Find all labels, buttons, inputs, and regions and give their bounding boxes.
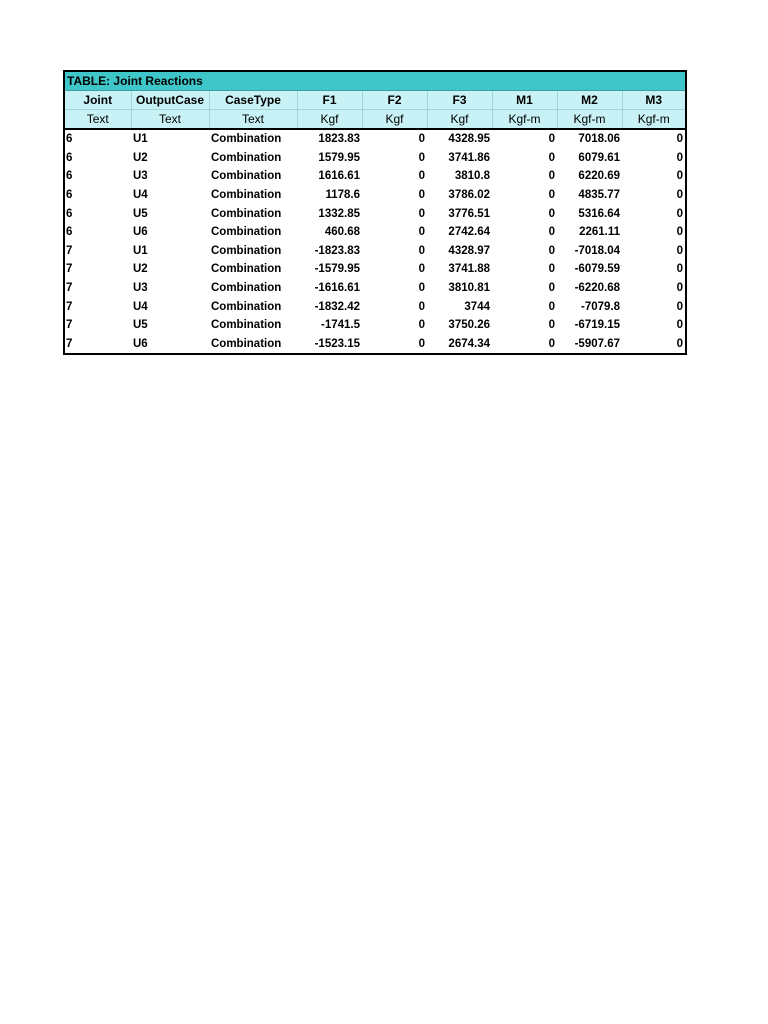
cell-m3: 0 (676, 282, 683, 295)
cell-outputcase: U2 (133, 263, 148, 276)
cell-m2: -6719.15 (574, 319, 620, 332)
cell-f1: 1332.85 (318, 207, 360, 220)
cell-f3: 3776.51 (448, 207, 490, 220)
cell-f2: 0 (418, 263, 425, 276)
cell-f1: 1616.61 (318, 170, 360, 183)
cell-f1: -1832.42 (314, 300, 360, 313)
unit-f2: Kgf (362, 110, 427, 130)
cell-f3: 3810.8 (454, 170, 490, 183)
cell-joint: 7 (66, 263, 73, 276)
cell-outputcase: U4 (133, 300, 148, 313)
cell-m2: -7018.04 (574, 244, 620, 257)
cell-m1: 0 (548, 282, 555, 295)
cell-f3: 3741.86 (448, 151, 490, 164)
cell-f2: 0 (418, 133, 425, 146)
cell-f2: 0 (418, 207, 425, 220)
cell-f1: -1823.83 (314, 244, 360, 257)
cell-m1: 0 (548, 226, 555, 239)
cell-m3: 0 (676, 337, 683, 350)
column-header-outputcase: OutputCase (131, 91, 209, 110)
cell-m3: 0 (676, 170, 683, 183)
cell-f2: 0 (418, 244, 425, 257)
cell-outputcase: U6 (133, 226, 148, 239)
table-row (65, 167, 685, 186)
cell-m3: 0 (676, 244, 683, 257)
cell-f1: -1616.61 (314, 282, 360, 295)
unit-f3: Kgf (427, 110, 492, 130)
cell-m1: 0 (548, 263, 555, 276)
table-row (65, 260, 685, 279)
cell-joint: 6 (66, 170, 73, 183)
cell-casetype: Combination (211, 300, 282, 313)
cell-m3: 0 (676, 226, 683, 239)
cell-m1: 0 (548, 207, 555, 220)
cell-casetype: Combination (211, 337, 282, 350)
table-row (65, 186, 685, 205)
table-row (65, 223, 685, 242)
cell-m2: -6079.59 (574, 263, 620, 276)
cell-f3: 2674.34 (448, 337, 490, 350)
table-row (65, 129, 685, 149)
table-row (65, 297, 685, 316)
cell-m2: 4835.77 (578, 189, 620, 202)
cell-outputcase: U2 (133, 151, 148, 164)
cell-f2: 0 (418, 170, 425, 183)
cell-m3: 0 (676, 133, 683, 146)
cell-m1: 0 (548, 337, 555, 350)
cell-m1: 0 (548, 244, 555, 257)
cell-m3: 0 (676, 263, 683, 276)
cell-f1: -1741.5 (320, 319, 360, 332)
cell-outputcase: U3 (133, 170, 148, 183)
cell-m3: 0 (676, 151, 683, 164)
cell-f3: 3741.88 (448, 263, 490, 276)
cell-joint: 6 (66, 207, 73, 220)
cell-outputcase: U6 (133, 337, 148, 350)
cell-f1: 460.68 (324, 226, 360, 239)
cell-outputcase: U3 (133, 282, 148, 295)
unit-f1: Kgf (297, 110, 362, 130)
joint-reactions-table (63, 70, 687, 355)
cell-f3: 3810.81 (448, 282, 490, 295)
cell-f1: 1178.6 (325, 189, 360, 202)
cell-f3: 3744 (464, 300, 490, 313)
cell-casetype: Combination (211, 189, 282, 202)
cell-m1: 0 (548, 170, 555, 183)
table-row (65, 242, 685, 261)
unit-m3: Kgf-m (622, 110, 685, 130)
cell-joint: 7 (66, 244, 73, 257)
cell-joint: 6 (66, 226, 73, 239)
cell-f2: 0 (418, 337, 425, 350)
cell-f2: 0 (418, 189, 425, 202)
cell-f2: 0 (418, 282, 425, 295)
cell-outputcase: U1 (133, 133, 148, 146)
cell-joint: 7 (66, 300, 73, 313)
cell-f2: 0 (418, 226, 425, 239)
cell-casetype: Combination (211, 207, 282, 220)
cell-joint: 6 (66, 151, 73, 164)
cell-casetype: Combination (211, 263, 282, 276)
column-header-m3: M3 (622, 91, 685, 110)
cell-f1: -1579.95 (314, 263, 360, 276)
table-row (65, 279, 685, 298)
unit-joint: Text (65, 110, 131, 130)
unit-outputcase: Text (131, 110, 209, 130)
cell-m3: 0 (676, 300, 683, 313)
cell-joint: 7 (66, 319, 73, 332)
cell-m2: -5907.67 (574, 337, 620, 350)
cell-joint: 6 (66, 189, 73, 202)
cell-m2: 6220.69 (578, 170, 620, 183)
cell-f1: 1823.83 (318, 133, 360, 146)
table-title: TABLE: Joint Reactions (65, 72, 685, 91)
table-row (65, 149, 685, 168)
column-header-m1: M1 (492, 91, 557, 110)
cell-casetype: Combination (211, 282, 282, 295)
data-grid (65, 91, 685, 353)
cell-joint: 7 (66, 282, 73, 295)
column-header-casetype: CaseType (209, 91, 297, 110)
table-body (65, 129, 685, 353)
table-row (65, 316, 685, 335)
cell-f2: 0 (418, 151, 425, 164)
header-row (65, 91, 685, 110)
cell-m1: 0 (548, 300, 555, 313)
unit-m2: Kgf-m (557, 110, 622, 130)
cell-m2: 7018.06 (578, 133, 620, 146)
cell-joint: 7 (66, 337, 73, 350)
cell-f1: 1579.95 (318, 151, 360, 164)
cell-casetype: Combination (211, 319, 282, 332)
cell-m1: 0 (548, 189, 555, 202)
cell-f3: 3786.02 (448, 189, 490, 202)
cell-f3: 3750.26 (448, 319, 490, 332)
cell-casetype: Combination (211, 170, 282, 183)
cell-m3: 0 (676, 207, 683, 220)
cell-f3: 2742.64 (448, 226, 490, 239)
cell-joint: 6 (66, 133, 73, 146)
cell-m2: -7079.8 (580, 300, 620, 313)
cell-m2: 5316.64 (578, 207, 620, 220)
column-header-m2: M2 (557, 91, 622, 110)
cell-m3: 0 (676, 319, 683, 332)
cell-casetype: Combination (211, 244, 282, 257)
cell-f2: 0 (418, 300, 425, 313)
cell-casetype: Combination (211, 151, 282, 164)
cell-f1: -1523.15 (314, 337, 360, 350)
cell-m2: 6079.61 (578, 151, 620, 164)
cell-outputcase: U1 (133, 244, 148, 257)
column-header-f1: F1 (297, 91, 362, 110)
cell-m3: 0 (676, 189, 683, 202)
cell-casetype: Combination (211, 226, 282, 239)
cell-outputcase: U4 (133, 189, 148, 202)
cell-m1: 0 (548, 319, 555, 332)
cell-f3: 4328.97 (448, 244, 490, 257)
units-row (65, 110, 685, 130)
cell-m2: 2261.11 (579, 226, 620, 239)
column-header-f3: F3 (427, 91, 492, 110)
unit-m1: Kgf-m (492, 110, 557, 130)
column-header-joint: Joint (65, 91, 131, 110)
column-header-f2: F2 (362, 91, 427, 110)
cell-m1: 0 (548, 133, 555, 146)
cell-casetype: Combination (211, 133, 282, 146)
unit-casetype: Text (209, 110, 297, 130)
cell-f2: 0 (418, 319, 425, 332)
cell-m2: -6220.68 (574, 282, 620, 295)
table-row (65, 204, 685, 223)
table-row (65, 335, 685, 354)
cell-f3: 4328.95 (448, 133, 490, 146)
cell-outputcase: U5 (133, 207, 148, 220)
cell-m1: 0 (548, 151, 555, 164)
cell-outputcase: U5 (133, 319, 148, 332)
